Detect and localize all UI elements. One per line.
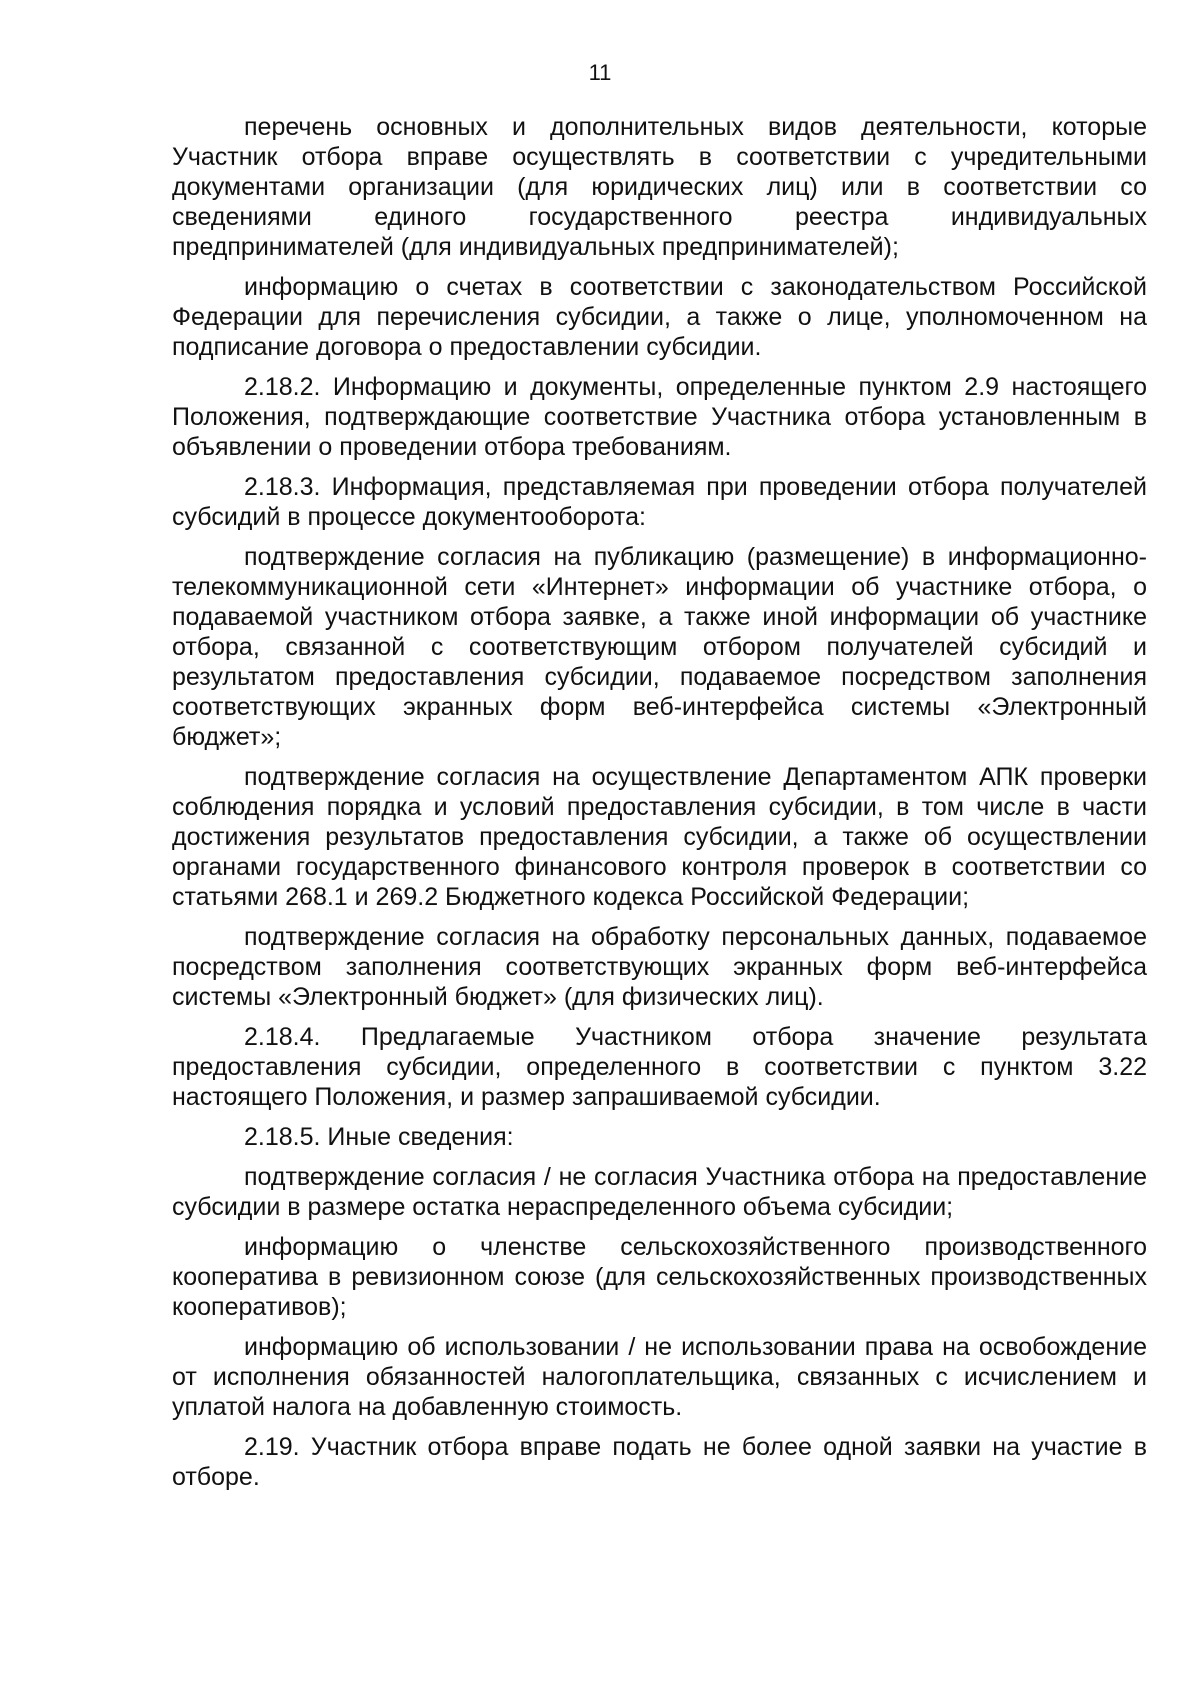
paragraph-2-19: 2.19. Участник отбора вправе подать не более одной заявки на участие в отборе. (172, 1433, 1147, 1491)
paragraph-consent-publication: подтверждение согласия на публикацию (размещение) в информационно-телекоммуникационной сети «Интернет» информации об участнике отбора, о подаваемой участником отбора заявке, а также иной информации об участнике отбора, связанной с соответствующим отбором получателей субсидий и результатом предоставления субсидии, подаваемое посредством заполнения соответствующих экранных форм веб-интерфейса системы «Электронный бюджет»; (172, 543, 1147, 751)
paragraph-2-18-5: 2.18.5. Иные сведения: (244, 1123, 514, 1151)
paragraph-consent-personal-data: подтверждение согласия на обработку персональных данных, подаваемое посредством заполнения соответствующих экранных форм веб-интерфейса системы «Электронный бюджет» (для физических лиц). (172, 923, 1147, 1011)
paragraph-bank-accounts: информацию о счетах в соответствии с законодательством Российской Федерации для перечисления субсидии, а также о лице, уполномоченном на подписание договора о предоставлении субсидии. (172, 273, 1147, 361)
paragraph-2-18-3: 2.18.3. Информация, представляемая при проведении отбора получателей субсидий в процессе документооборота: (172, 473, 1147, 531)
paragraph-consent-inspection: подтверждение согласия на осуществление Департаментом АПК проверки соблюдения порядка и условий предоставления субсидии, в том числе в части достижения результатов предоставления субсидии, а также об осуществлении органами государственного финансового контроля проверок в соответствии со статьями 268.1 и 269.2 Бюджетного кодекса Российской Федерации; (172, 763, 1147, 911)
paragraph-consent-remaining-subsidy: подтверждение согласия / не согласия Участника отбора на предоставление субсидии в размере остатка нераспределенного объема субсидии; (172, 1163, 1147, 1221)
paragraph-2-18-4: 2.18.4. Предлагаемые Участником отбора значение результата предоставления субсидии, определенного в соответствии с пунктом 3.22 настоящего Положения, и размер запрашиваемой субсидии. (172, 1023, 1147, 1111)
page-number: 11 (588, 60, 612, 85)
paragraph-cooperative-membership: информацию о членстве сельскохозяйственного производственного кооператива в ревизионном союзе (для сельскохозяйственных производственных кооперативов); (172, 1233, 1147, 1321)
paragraph-2-18-2: 2.18.2. Информацию и документы, определенные пунктом 2.9 настоящего Положения, подтверждающие соответствие Участника отбора установленным в объявлении о проведении отбора требованиям. (172, 373, 1147, 461)
paragraph-vat-exemption: информацию об использовании / не использовании права на освобождение от исполнения обязанностей налогоплательщика, связанных с исчислением и уплатой налога на добавленную стоимость. (172, 1333, 1147, 1421)
paragraph-activities-list: перечень основных и дополнительных видов деятельности, которые Участник отбора вправе осуществлять в соответствии с учредительными документами организации (для юридических лиц) или в соответствии со сведениями единого государственного реестра индивидуальных предпринимателей (для индивидуальных предпринимателей); (172, 113, 1147, 261)
document-body (172, 112, 1147, 1492)
